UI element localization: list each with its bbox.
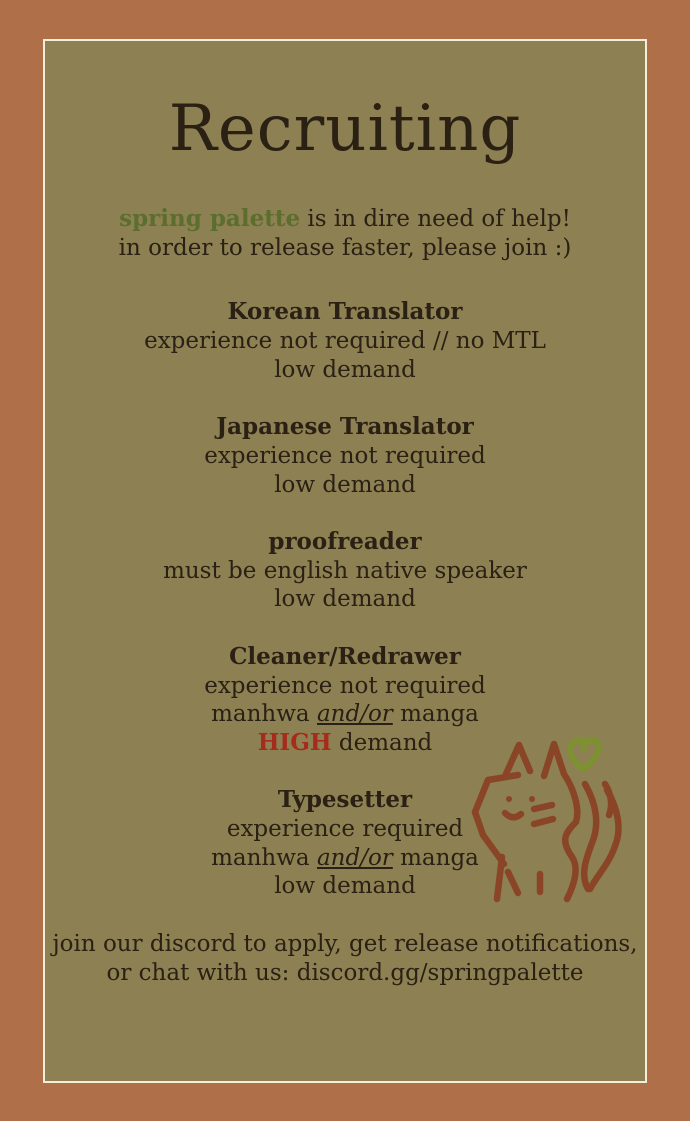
- intro-line-2: in order to release faster, please join :): [118, 234, 572, 261]
- intro-line-1: [45, 205, 645, 234]
- role-line-segment: low demand: [274, 356, 416, 383]
- poster-panel: [43, 39, 647, 1083]
- footer-line-1: join our discord to apply, get release notifications,: [52, 930, 638, 957]
- group-name: spring palette: [119, 205, 301, 232]
- role-line-segment: manga: [392, 844, 479, 871]
- role-title: Cleaner/Redrawer: [229, 642, 461, 670]
- role-line-segment: demand: [331, 729, 433, 756]
- role-line: [45, 557, 645, 586]
- role-line: [45, 700, 645, 729]
- role-line: [45, 471, 645, 500]
- role-line-high-segment: HIGH: [257, 728, 332, 756]
- role-list: [45, 298, 645, 901]
- role-line-segment: experience not required: [204, 672, 486, 699]
- footer-line-2: or chat with us: discord.gg/springpalette: [106, 959, 584, 986]
- role-line: [45, 872, 645, 901]
- role-section: [45, 413, 645, 499]
- role-section: [45, 786, 645, 901]
- role-line-segment: must be english native speaker: [163, 557, 527, 584]
- role-line-segment: manhwa: [211, 701, 317, 728]
- role-line: [45, 327, 645, 356]
- role-line-andor-segment: and/or: [316, 844, 393, 871]
- role-line-segment: low demand: [274, 586, 416, 613]
- role-line-segment: experience not required: [204, 442, 486, 469]
- role-line: [45, 356, 645, 385]
- role-line: [45, 844, 645, 873]
- role-line-segment: experience not required // no MTL: [144, 328, 546, 355]
- role-line-segment: manhwa: [211, 844, 317, 871]
- role-line: [45, 815, 645, 844]
- role-line-segment: low demand: [274, 873, 416, 900]
- intro-text: [45, 205, 645, 262]
- role-line: [45, 442, 645, 471]
- poster-title: Recruiting: [168, 92, 522, 166]
- role-line-segment: experience required: [226, 816, 464, 842]
- role-title: proofreader: [268, 528, 422, 555]
- role-line: [45, 585, 645, 614]
- role-line-segment: manga: [392, 701, 479, 728]
- role-title: Japanese Translator: [216, 413, 474, 441]
- role-section: [45, 528, 645, 614]
- role-section: [45, 643, 645, 758]
- role-title: Typesetter: [277, 786, 413, 814]
- role-title: Korean Translator: [227, 298, 463, 326]
- role-line-andor-segment: and/or: [316, 701, 393, 728]
- role-line: [45, 672, 645, 701]
- footer-text: [45, 930, 645, 987]
- role-section: [45, 298, 645, 384]
- role-line: [45, 729, 645, 758]
- role-line-segment: low demand: [274, 471, 416, 498]
- intro-line-1-rest: is in dire need of help!: [300, 206, 571, 232]
